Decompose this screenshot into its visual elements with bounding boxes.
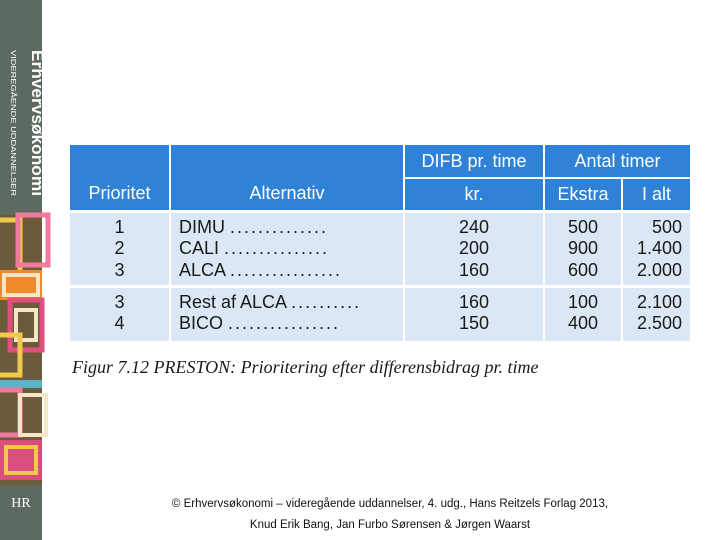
cell-ekstra: 400	[544, 313, 622, 341]
cell-kr: 240	[404, 211, 544, 238]
cell-kr: 160	[404, 286, 544, 313]
leader-dots: ...............	[224, 238, 330, 258]
cell-alternativ	[170, 286, 404, 313]
header-kr: kr.	[404, 178, 544, 211]
cell-alternativ	[170, 260, 404, 287]
brand-logo	[2, 48, 47, 200]
figure-table	[70, 145, 690, 341]
cell-kr: 160	[404, 260, 544, 287]
cell-ekstra: 100	[544, 286, 622, 313]
cell-prioritet: 3	[70, 286, 170, 313]
cell-i-alt: 2.000	[622, 260, 690, 287]
header-ekstra: Ekstra	[544, 178, 622, 211]
alternativ-name: Rest af ALCA	[179, 291, 287, 312]
sidebar	[0, 0, 47, 540]
cell-ekstra: 500	[544, 211, 622, 238]
figure-caption: Figur 7.12 PRESTON: Prioritering efter differensbidrag pr. time	[72, 357, 539, 377]
table-row	[70, 211, 690, 238]
cell-prioritet: 3	[114, 259, 125, 280]
cell-prioritet: 4	[114, 313, 125, 333]
cell-i-alt: 500	[622, 211, 690, 238]
cell-ekstra: 900	[544, 238, 622, 260]
publisher-logo: HR	[11, 496, 31, 511]
brand-main-text: Erhvervsøkonomi	[28, 50, 47, 194]
table-row	[70, 260, 690, 287]
leader-dots: ................	[228, 313, 341, 333]
cell-alternativ	[170, 211, 404, 238]
cell-i-alt: 2.100	[622, 286, 690, 313]
table-row	[70, 313, 690, 341]
footer-line-1: © Erhvervsøkonomi – videregående uddannelser, 4. udg., Hans Reitzels Forlag 2013,	[171, 498, 609, 510]
cell-i-alt: 2.500	[622, 313, 690, 341]
cell-ekstra: 600	[544, 260, 622, 287]
cell-prioritet: 1	[70, 211, 170, 238]
leader-dots: ..........	[291, 291, 362, 312]
footer-line-2: Knud Erik Bang, Jan Furbo Sørensen & Jørgen Waarst	[249, 519, 531, 531]
alternativ-name: ALCA	[179, 259, 226, 280]
table-row	[70, 286, 690, 313]
cell-alternativ	[170, 313, 404, 341]
header-i-alt: I alt	[622, 178, 690, 211]
leader-dots: ................	[230, 259, 343, 280]
header-blank-prioritet	[70, 145, 170, 178]
header-alternativ: Alternativ	[170, 178, 404, 211]
table-row	[70, 238, 690, 260]
footer-credits	[90, 494, 690, 536]
cell-kr: 150	[404, 313, 544, 341]
alternativ-name: BICO	[179, 313, 224, 333]
alternativ-name: CALI	[179, 238, 220, 258]
cell-kr: 200	[404, 238, 544, 260]
alternativ-name: DIMU	[179, 216, 225, 237]
header-difb: DIFB pr. time	[404, 145, 544, 178]
brand-sub-text: VIDEREGÅENDE UDDANNELSER	[9, 50, 16, 161]
leader-dots: ..............	[230, 216, 329, 237]
cell-i-alt: 1.400	[622, 238, 690, 260]
header-blank-alternativ	[170, 145, 404, 178]
cell-alternativ	[170, 238, 404, 260]
header-prioritet: Prioritet	[70, 178, 170, 211]
decorative-pattern	[0, 215, 42, 485]
header-antal-timer: Antal timer	[544, 145, 690, 178]
cell-prioritet: 2	[114, 238, 125, 258]
